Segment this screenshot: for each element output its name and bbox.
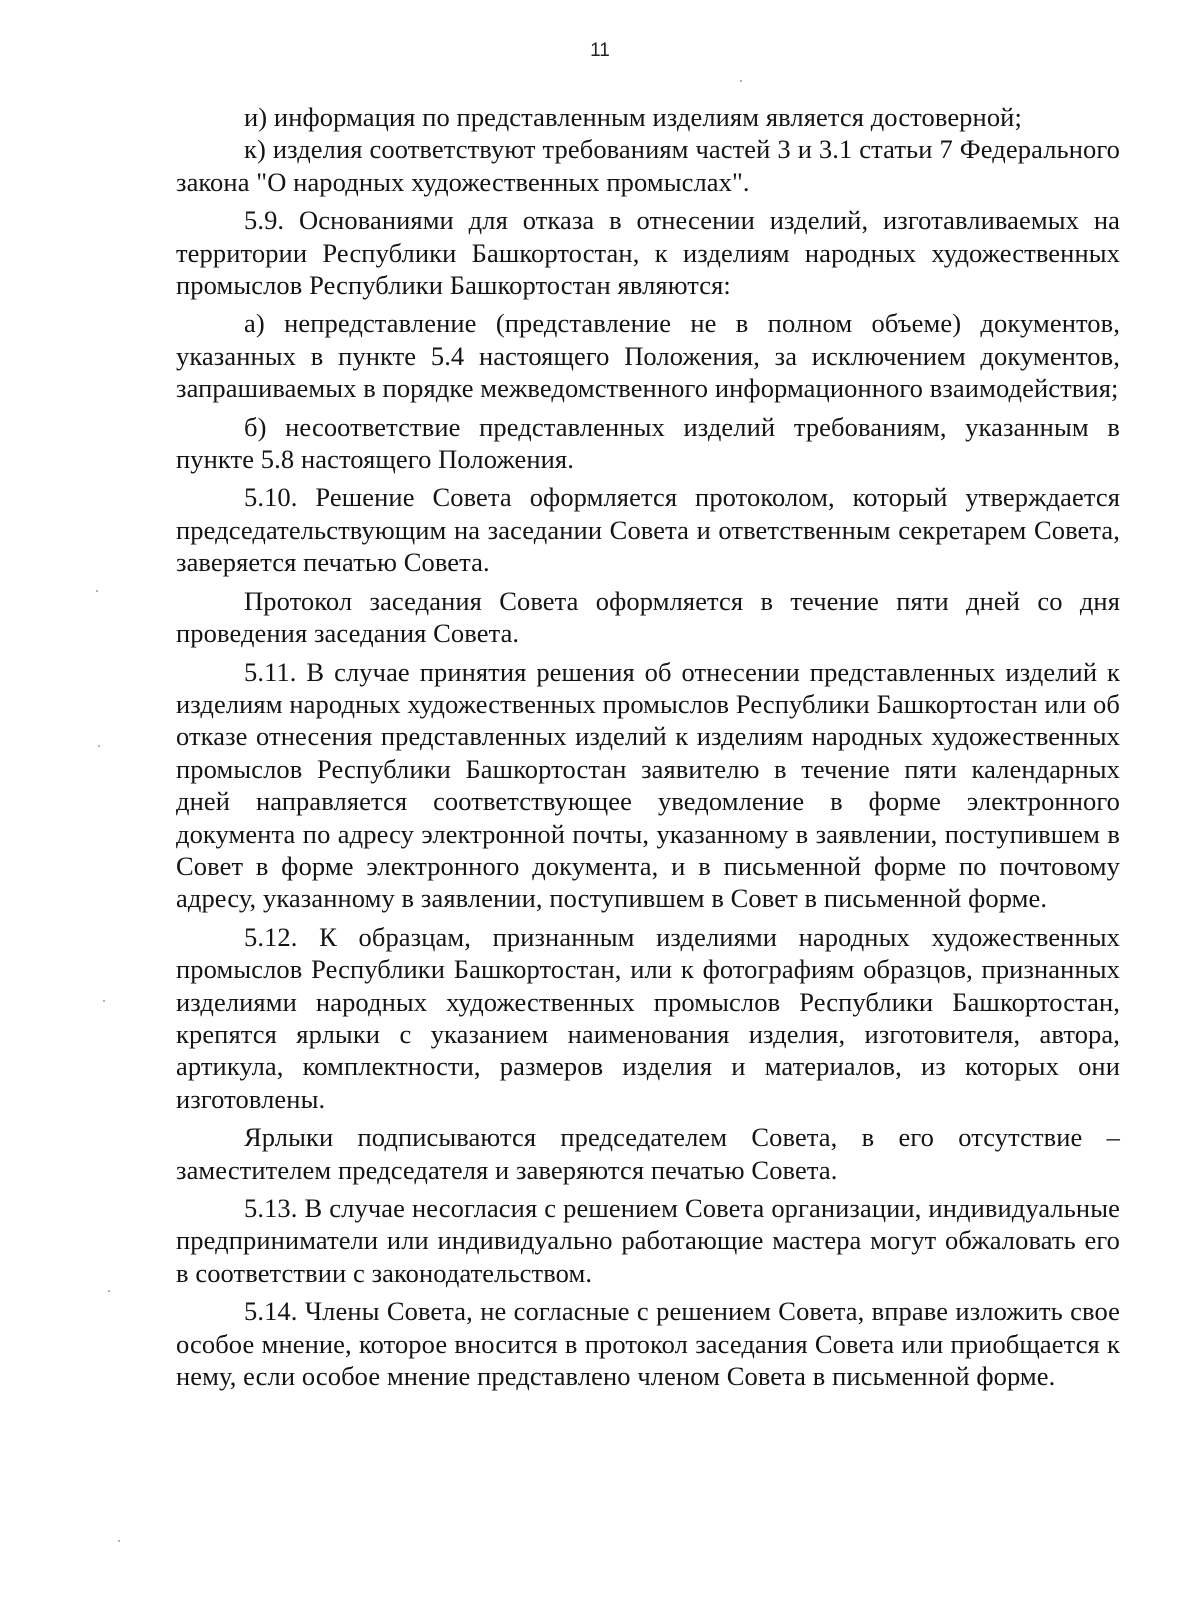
scan-artifact [740, 80, 742, 82]
paragraph-labels: Ярлыки подписываются председателем Совета, в его отсутствие – заместителем председателя и заверяются печатью Совета. [176, 1122, 1120, 1185]
scan-artifact [103, 1000, 105, 1002]
scan-artifact [98, 745, 100, 747]
paragraph-5-10: 5.10. Решение Совета оформляется протоколом, который утверждается председательствующим на заседании Совета и ответственным секретарем Совета, заверяется печатью Совета. [176, 482, 1120, 578]
paragraph-protocol: Протокол заседания Совета оформляется в течение пяти дней со дня проведения заседания Совета. [176, 585, 1120, 649]
paragraph-5-9-a: а) непредставление (представление не в полном объеме) документов, указанных в пункте 5.4 настоящего Положения, за исключением документов, запрашиваемых в порядке межведомственного информационного взаимодействия; [176, 308, 1120, 404]
paragraph-item-k: к) изделия соответствуют требованиям частей 3 и 3.1 статьи 7 Федерального закона "О народных художественных промыслах". [176, 134, 1120, 197]
scan-artifact [108, 1290, 110, 1292]
page-number: 11 [590, 40, 610, 61]
paragraph-5-9: 5.9. Основаниями для отказа в отнесении изделий, изготавливаемых на территории Республики Башкортостан, к изделиям народных художественных промыслов Республики Башкортостан являются: [176, 205, 1120, 301]
document-body [176, 101, 1120, 1392]
paragraph-5-12: 5.12. К образцам, признанным изделиями народных художественных промыслов Республики Башкортостан, или к фотографиям образцов, признанных изделиями народных художественных промыслов Республики Башкортостан, крепятся ярлыки с указанием наименования изделия, изготовителя, автора, артикула, комплектности, размеров изделия и материалов, из которых они изготовлены. [176, 921, 1120, 1114]
scan-artifact [96, 590, 98, 592]
paragraph-item-i: и) информация по представленным изделиям является достоверной; [244, 102, 1022, 132]
paragraph-5-13: 5.13. В случае несогласия с решением Совета организации, индивидуальные предприниматели или индивидуально работающие мастера могут обжаловать его в соответствии с законодательством. [176, 1193, 1120, 1288]
scan-artifact [118, 1540, 120, 1542]
paragraph-5-11: 5.11. В случае принятия решения об отнесении представленных изделий к изделиям народных художественных промыслов Республики Башкортостан или об отказе отнесения представленных изделий к изделиям народных художественных промыслов Республики Башкортостан заявителю в течение пяти календарных дней направляется соответствующее уведомление в форме электронного документа по адресу электронной почты, указанному в заявлении, поступившем в Совет в форме электронного документа, и в письменной форме по почтовому адресу, указанному в заявлении, поступившем в Совет в письменной форме. [176, 656, 1120, 914]
paragraph-5-14: 5.14. Члены Совета, не согласные с решением Совета, вправе изложить свое особое мнение, которое вносится в протокол заседания Совета или приобщается к нему, если особое мнение представлено членом Совета в письменной форме. [176, 1296, 1120, 1392]
paragraph-5-9-b: б) несоответствие представленных изделий требованиям, указанным в пункте 5.8 настоящего Положения. [176, 411, 1120, 475]
